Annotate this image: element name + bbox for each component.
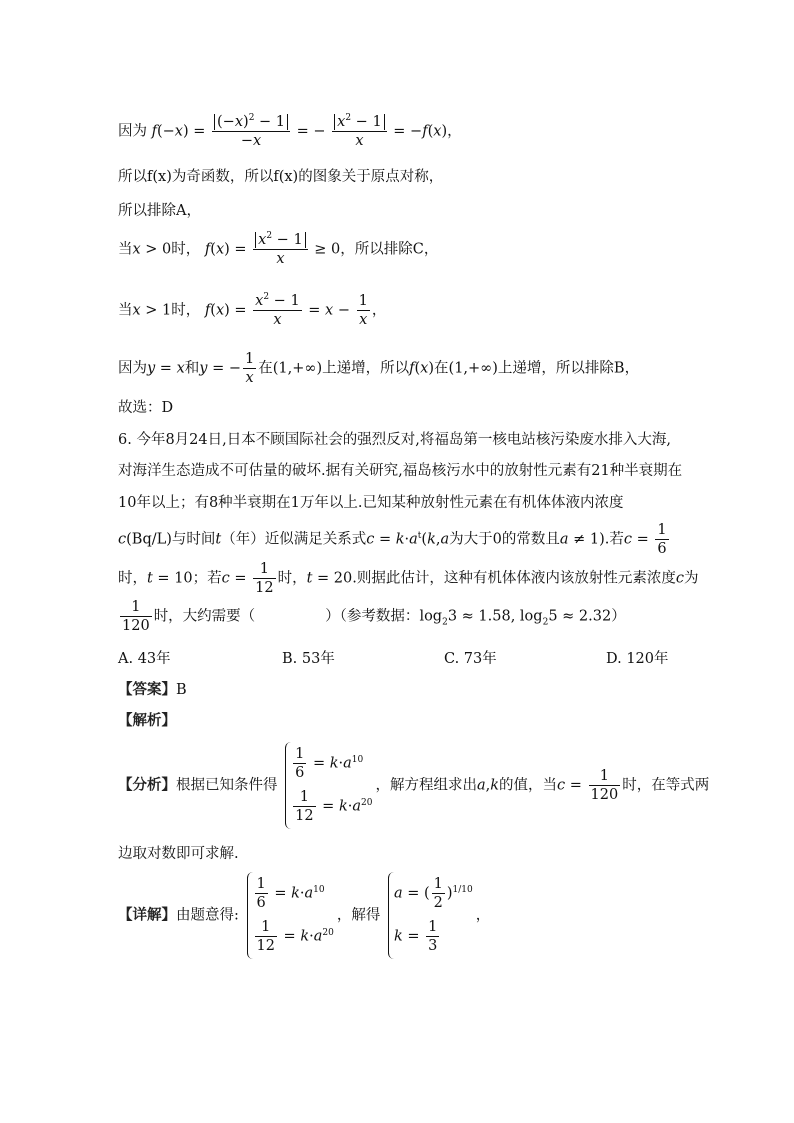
question-6-line-1: 6. 今年8月24日,日本不顾国际社会的强烈反对,将福岛第一核电站核污染废水排入大海, xyxy=(118,432,671,448)
question-6-line-4: c(Bq/L)与时间t（年）近似满足关系式$c = k\cdot a^t(k,a$为大于0的常数且a ≠ 1).若c = $\frac{1}{6}$ xyxy=(118,522,667,558)
line-x-greater-one: 当x > 1时， f(x) = $\frac{x^2 - 1}{x}$ = x − $\frac{1}{x}$ ， xyxy=(118,292,387,329)
fraction: $\frac{(-x)^2 - 1}{-x}$ xyxy=(212,113,290,150)
option-b: B. 53年 xyxy=(282,651,335,667)
option-a: A. 43年 xyxy=(118,651,171,667)
question-6-line-2: 对海洋生态造成不可估量的破坏.据有关研究,福岛核污水中的放射性元素有21种半衰期在 xyxy=(118,463,683,479)
answer-line: 【答案】B xyxy=(118,681,187,698)
fraction: $\frac{1}{120}$ xyxy=(590,767,619,803)
option-d: D. 120年 xyxy=(606,651,669,667)
solution-system: a = ( $\frac{1}{2}$ )$^{1/10}$ k = $\frac{1}{3}$ xyxy=(388,872,473,959)
fraction: $\frac{1}{6}$ xyxy=(657,522,667,558)
line-odd-function-proof: 因为 f(−x) = $\frac{(-x)^2 - 1}{-x}$ = − $\frac{x^2 - 1}{x}$ = −f(x)， xyxy=(118,113,462,150)
xiangjie-line: 【详解】由题意得: $\frac{1}{6}$ = $k\cdot a^{10}$ $\frac{1}{12}$ = $k\cdot a^{20}$ ，解得 a = ( $\frac{1}{2}$ )$^{1/10}$ k = $\frac{1}{3}$ ， xyxy=(118,872,490,959)
line-exclude-a: 所以排除A， xyxy=(118,203,201,219)
question-6-line-6: $\frac{1}{120}$ 时，大约需要（ ）（参考数据：$\log_23 \approx 1.58$, $\log_25 \approx 2.32$） xyxy=(122,599,626,635)
fraction: $\frac{1}{120}$ xyxy=(122,599,150,635)
analysis-heading: 【解析】 xyxy=(118,712,176,729)
fraction: $\frac{x^2 - 1}{x}$ xyxy=(332,113,387,150)
equation-system: $\frac{1}{6}$ = $k\cdot a^{10}$ $\frac{1}{12}$ = $k\cdot a^{20}$ xyxy=(247,872,334,959)
fraction: $\frac{x^2 - 1}{x}$ xyxy=(253,231,308,268)
option-c: C. 73年 xyxy=(444,651,497,667)
fenxi-continuation: 边取对数即可求解. xyxy=(118,846,239,862)
line-odd-function-conclusion: 所以f(x)为奇函数，所以f(x)的图象关于原点对称， xyxy=(118,169,444,185)
line-exclude-c: 当x > 0时， f(x) = $\frac{x^2 - 1}{x}$ ≥ 0，所以排除C， xyxy=(118,231,439,268)
question-6-line-3: 10年以上；有8种半衰期在1万年以上.已知某种放射性元素在有机体体液内浓度 xyxy=(118,495,624,511)
fraction: $\frac{x^2 - 1}{x}$ xyxy=(255,292,300,329)
fraction: $\frac{1}{x}$ xyxy=(358,293,368,329)
fraction: $\frac{1}{x}$ xyxy=(245,351,255,387)
math-expression: f xyxy=(151,123,157,140)
fraction: $\frac{1}{12}$ xyxy=(255,561,274,597)
line-exclude-b: 因为y = x和y = − $\frac{1}{x}$ 在(1,+∞)上递增，所以f(x)在(1,+∞)上递增，所以排除B， xyxy=(118,351,640,387)
line-choose-d: 故选：D xyxy=(118,400,174,416)
equation-system: $\frac{1}{6}$ = $k\cdot a^{10}$ $\frac{1}{12}$ = $k\cdot a^{20}$ xyxy=(285,742,372,829)
fenxi-line: 【分析】根据已知条件得 $\frac{1}{6}$ = $k\cdot a^{10}$ $\frac{1}{12}$ = $k\cdot a^{20}$ ，解方程组求出a,k的值，当c = $\frac{1}{120}$ 时，在等式两 xyxy=(118,742,709,829)
question-6-line-5: 时，t = 10；若c = $\frac{1}{12}$ 时，t = 20.则据此估计，这种有机体体液内该放射性元素浓度c为 xyxy=(118,561,699,597)
